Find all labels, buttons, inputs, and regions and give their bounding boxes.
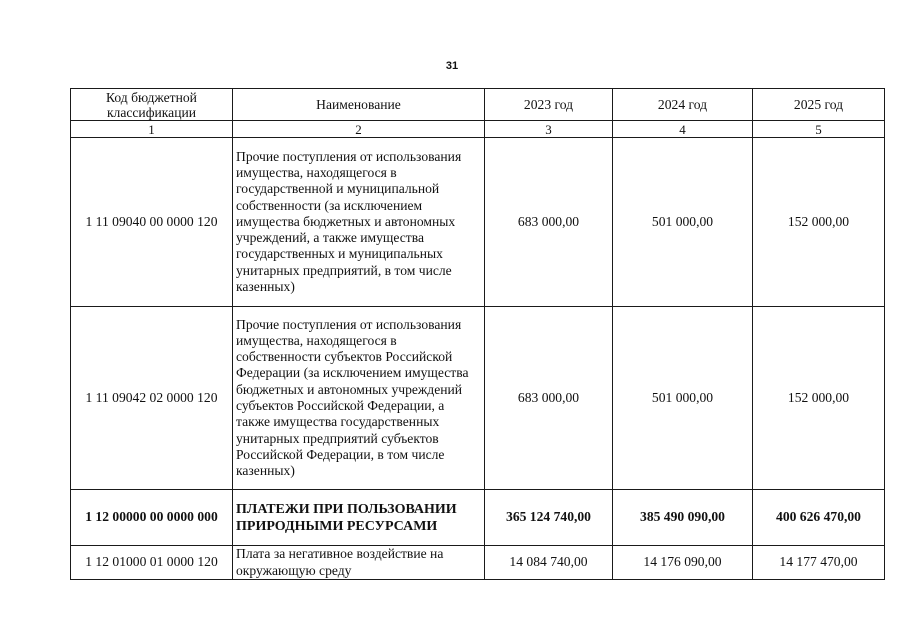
row-code: 1 12 01000 01 0000 120 <box>71 546 233 580</box>
row-amount-2024: 14 176 090,00 <box>613 546 753 580</box>
header-2025: 2025 год <box>753 89 885 121</box>
row-amount-2023: 365 124 740,00 <box>485 490 613 546</box>
header-2024: 2024 год <box>613 89 753 121</box>
row-amount-2024: 385 490 090,00 <box>613 490 753 546</box>
header-row <box>71 89 885 121</box>
row-amount-2023: 683 000,00 <box>485 307 613 490</box>
table-row-section-total <box>71 490 885 546</box>
column-number: 3 <box>485 121 613 138</box>
column-number: 2 <box>233 121 485 138</box>
row-name: ПЛАТЕЖИ ПРИ ПОЛЬЗОВАНИИ ПРИРОДНЫМИ РЕСУРСАМИ <box>233 490 485 546</box>
row-amount-2024: 501 000,00 <box>613 307 753 490</box>
row-name: Плата за негативное воздействие на окружающую среду <box>233 546 485 580</box>
row-amount-2025: 152 000,00 <box>753 138 885 307</box>
row-code: 1 12 00000 00 0000 000 <box>71 490 233 546</box>
table-row <box>71 307 885 490</box>
row-amount-2024: 501 000,00 <box>613 138 753 307</box>
column-number: 5 <box>753 121 885 138</box>
row-amount-2025: 400 626 470,00 <box>753 490 885 546</box>
header-2023: 2023 год <box>485 89 613 121</box>
row-amount-2025: 14 177 470,00 <box>753 546 885 580</box>
row-name: Прочие поступления от использования имущества, находящегося в государственной и муниципальной собственности (за исключением имущества бюджетных и автономных учреждений, а также имущества государственных и муниципальных унитарных предприятий, в том числе казенных) <box>233 138 485 307</box>
header-code: Код бюджетной классификации <box>71 89 233 121</box>
column-number-row <box>71 121 885 138</box>
column-number: 4 <box>613 121 753 138</box>
budget-table <box>70 88 885 580</box>
page-number: 31 <box>445 60 459 72</box>
table-row <box>71 138 885 307</box>
row-amount-2025: 152 000,00 <box>753 307 885 490</box>
row-code: 1 11 09040 00 0000 120 <box>71 138 233 307</box>
column-number: 1 <box>71 121 233 138</box>
row-name: Прочие поступления от использования имущества, находящегося в собственности субъектов Российской Федерации (за исключением имущества бюджетных и автономных учреждений субъектов Российской Федерации, а также имущества государственных унитарных предприятий субъектов Российской Федерации, в том числе казенных) <box>233 307 485 490</box>
row-amount-2023: 683 000,00 <box>485 138 613 307</box>
row-code: 1 11 09042 02 0000 120 <box>71 307 233 490</box>
table-row <box>71 546 885 580</box>
row-amount-2023: 14 084 740,00 <box>485 546 613 580</box>
header-name: Наименование <box>233 89 485 121</box>
